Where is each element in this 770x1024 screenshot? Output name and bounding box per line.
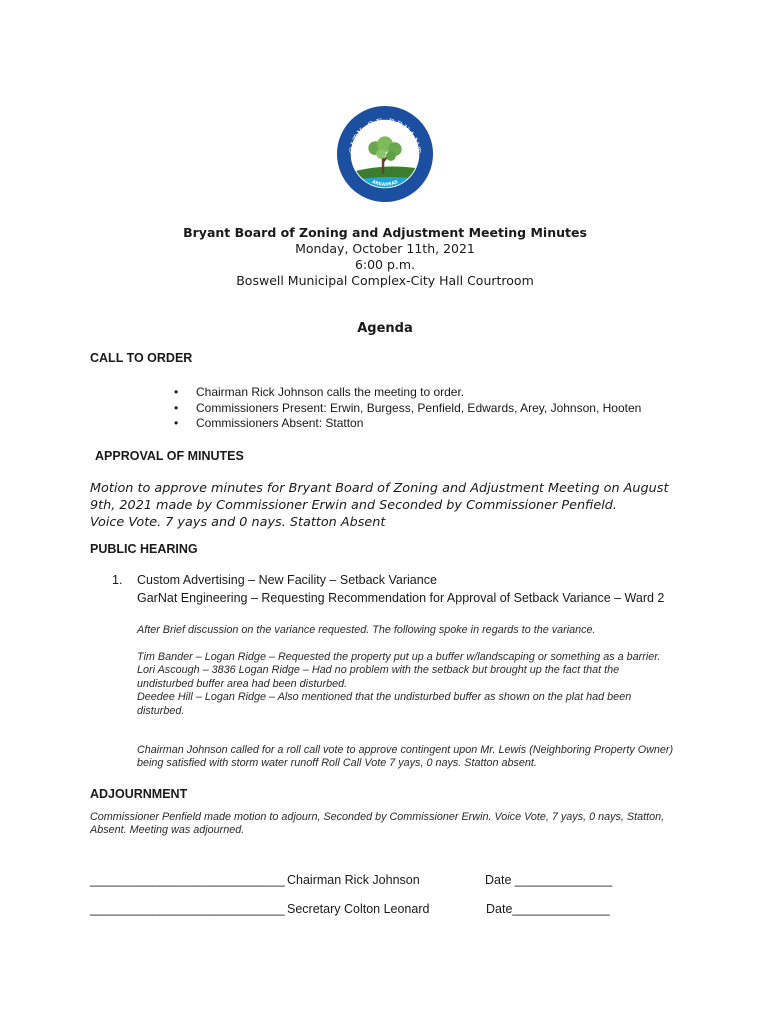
agenda-heading: Agenda <box>357 321 413 336</box>
motion-line: 9th, 2021 made by Commissioner Erwin and Seconded by Commissioner Penfield. <box>90 498 617 513</box>
svg-text:ARKANSAS: ARKANSAS <box>371 179 399 188</box>
signature-line-secretary: ____________________________ <box>90 902 285 916</box>
speaker-entry: Lori Ascough – 3836 Logan Ridge – Had no problem with the setback but brought up the fact that the undisturbed buffer area had been disturbed. <box>137 664 620 690</box>
item-number: 1. <box>112 573 123 587</box>
speaker-list <box>137 651 677 718</box>
approval-of-minutes-heading: APPROVAL OF MINUTES <box>95 449 244 463</box>
motion-line: Motion to approve minutes for Bryant Board of Zoning and Adjustment Meeting on August <box>90 481 669 496</box>
speaker-entry: Deedee Hill – Logan Ridge – Also mentioned that the undisturbed buffer as shown on the plat had been disturbed. <box>137 691 632 717</box>
item-request: GarNat Engineering – Requesting Recommendation for Approval of Setback Variance – Ward 2 <box>137 590 665 605</box>
meeting-date: Monday, October 11th, 2021 <box>295 241 475 256</box>
list-item: • Chairman Rick Johnson calls the meeting to order. <box>174 385 641 401</box>
meeting-location: Boswell Municipal Complex-City Hall Courtroom <box>236 273 534 288</box>
document-title: Bryant Board of Zoning and Adjustment Meeting Minutes <box>183 225 587 240</box>
signature-name-chairman: Chairman Rick Johnson <box>287 873 420 887</box>
signature-date-chairman: Date ______________ <box>485 873 613 887</box>
discussion-note: After Brief discussion on the variance requested. The following spoke in regards to the variance. <box>137 624 596 636</box>
signature-date-secretary: Date______________ <box>486 902 610 916</box>
public-hearing-heading: PUBLIC HEARING <box>90 542 198 556</box>
item-title: Custom Advertising – New Facility – Setback Variance <box>137 573 437 587</box>
city-seal <box>336 105 434 203</box>
list-item: • Commissioners Present: Erwin, Burgess, Penfield, Edwards, Arey, Johnson, Hooten <box>174 401 641 417</box>
approval-motion <box>90 480 690 531</box>
meeting-time: 6:00 p.m. <box>354 257 416 272</box>
adjournment-text: Commissioner Penfield made motion to adjourn, Seconded by Commissioner Erwin. Voice Vote, 7 yays, 0 nays, Statton, Absent. Meeting was adjourned. <box>90 811 665 837</box>
list-item: • Commissioners Absent: Statton <box>174 416 641 432</box>
signature-name-secretary: Secretary Colton Leonard <box>287 902 430 916</box>
call-to-order-heading: CALL TO ORDER <box>90 351 193 365</box>
adjournment-heading: ADJOURNMENT <box>90 787 188 801</box>
city-seal-emblem-icon <box>336 105 434 203</box>
signature-line-chairman: ____________________________ <box>90 873 285 887</box>
public-hearing-item <box>112 572 664 607</box>
speaker-entry: Tim Bander – Logan Ridge – Requested the property put up a buffer w/landscaping or something as a barrier. <box>137 651 661 663</box>
svg-text:CITY OF BRYANT: CITY OF BRYANT <box>348 117 422 155</box>
meeting-header <box>0 225 770 289</box>
motion-line: Voice Vote. 7 yays and 0 nays. Statton Absent <box>90 515 386 530</box>
roll-call-vote: Chairman Johnson called for a roll call vote to approve contingent upon Mr. Lewis (Neighboring Property Owner) being satisfied with storm water runoff Roll Call Vote 7 yays, 0 nays. Statton absent. <box>137 744 674 770</box>
call-to-order-list <box>174 385 641 432</box>
